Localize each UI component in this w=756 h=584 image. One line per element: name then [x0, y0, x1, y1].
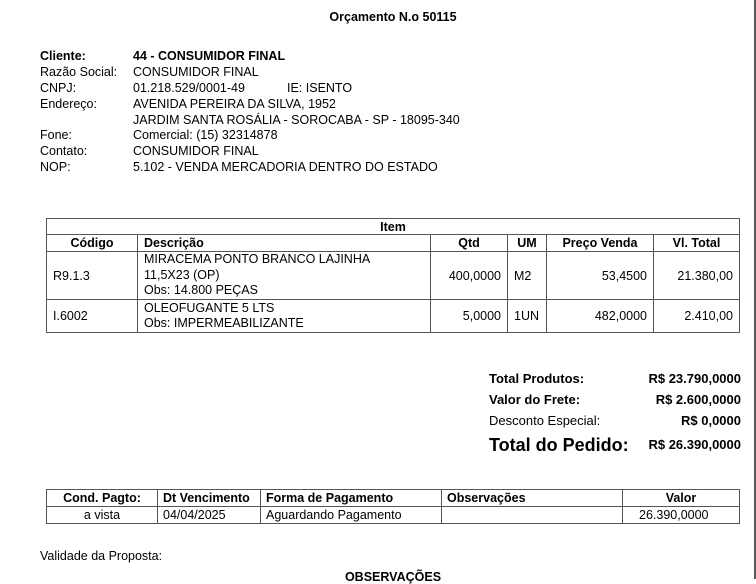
desconto-label: Desconto Especial: [489, 413, 601, 428]
pay-valor: 26.390,0000 [623, 507, 740, 524]
pay-header-cond: Cond. Pagto: [47, 490, 158, 507]
col-header-um: UM [508, 235, 547, 252]
fone-value: Comercial: (15) 32314878 [133, 128, 278, 143]
pay-header-forma: Forma de Pagamento [261, 490, 442, 507]
payment-table [46, 489, 740, 524]
pay-header-venc: Dt Vencimento [158, 490, 261, 507]
cnpj-label: CNPJ: [40, 80, 77, 95]
total-pedido-value: R$ 26.390,0000 [648, 437, 741, 452]
observacoes-heading: OBSERVAÇÕES [344, 570, 442, 584]
col-header-codigo: Código [47, 235, 138, 252]
page-title: Orçamento N.o 50115 [329, 10, 457, 24]
items-caption: Item [47, 219, 740, 235]
pay-cond: a vista [47, 507, 158, 524]
pay-header-valor: Valor [623, 490, 740, 507]
total-pedido-label: Total do Pedido: [489, 435, 629, 455]
item-desc-obs: Obs: 14.800 PEÇAS [144, 283, 258, 298]
totals-block [489, 368, 741, 459]
item-preco: 482,0000 [547, 300, 654, 333]
item-desc-line: MIRACEMA PONTO BRANCO LAJINHA [144, 252, 371, 267]
nop-label: NOP: [40, 160, 71, 175]
item-codigo: R9.1.3 [47, 252, 138, 300]
item-descricao [138, 252, 431, 300]
item-total: 2.410,00 [654, 300, 740, 333]
item-qtd: 5,0000 [431, 300, 508, 333]
razao-label: Razão Social: [40, 64, 118, 79]
item-um: 1UN [508, 300, 547, 333]
cliente-label: Cliente: [40, 49, 86, 63]
pay-obs [442, 507, 623, 524]
table-row [47, 252, 740, 300]
col-header-preco: Preço Venda [547, 235, 654, 252]
desconto-value: R$ 0,0000 [681, 413, 741, 428]
total-produtos-label: Total Produtos: [489, 371, 585, 386]
item-desc-obs: Obs: IMPERMEABILIZANTE [144, 316, 304, 330]
item-desc-line: 11,5X23 (OP) [144, 267, 220, 282]
endereco-label: Endereço: [40, 96, 97, 111]
cnpj-value: 01.218.529/0001-49 [133, 80, 245, 95]
contato-value: CONSUMIDOR FINAL [133, 144, 259, 159]
items-table [46, 218, 740, 333]
item-total: 21.380,00 [654, 252, 740, 300]
item-um: M2 [508, 252, 547, 300]
valor-frete-value: R$ 2.600,0000 [655, 392, 741, 407]
col-header-total: Vl. Total [654, 235, 740, 252]
total-produtos-value: R$ 23.790,0000 [648, 371, 741, 386]
pay-forma: Aguardando Pagamento [261, 507, 442, 524]
table-row [47, 507, 740, 524]
fone-label: Fone: [40, 128, 72, 143]
contato-label: Contato: [40, 144, 88, 159]
endereco-line1: AVENIDA PEREIRA DA SILVA, 1952 [133, 96, 336, 111]
validade-label: Validade da Proposta: [40, 549, 163, 563]
valor-frete-label: Valor do Frete: [489, 392, 581, 407]
cliente-value: 44 - CONSUMIDOR FINAL [133, 49, 286, 63]
razao-value: CONSUMIDOR FINAL [133, 64, 259, 79]
nop-value: 5.102 - VENDA MERCADORIA DENTRO DO ESTADO [133, 160, 438, 175]
col-header-descricao: Descrição [138, 235, 431, 252]
item-codigo: I.6002 [47, 300, 138, 333]
ie-value: IE: ISENTO [287, 80, 353, 95]
item-qtd: 400,0000 [431, 252, 508, 300]
endereco-line2: JARDIM SANTA ROSÁLIA - SOROCABA - SP - 18095-340 [133, 112, 460, 127]
col-header-qtd: Qtd [431, 235, 508, 252]
table-row [47, 300, 740, 333]
pay-venc: 04/04/2025 [158, 507, 261, 524]
item-preco: 53,4500 [547, 252, 654, 300]
pay-header-obs: Observações [442, 490, 623, 507]
item-desc-line: OLEOFUGANTE 5 LTS [144, 300, 275, 315]
item-descricao [138, 300, 431, 333]
